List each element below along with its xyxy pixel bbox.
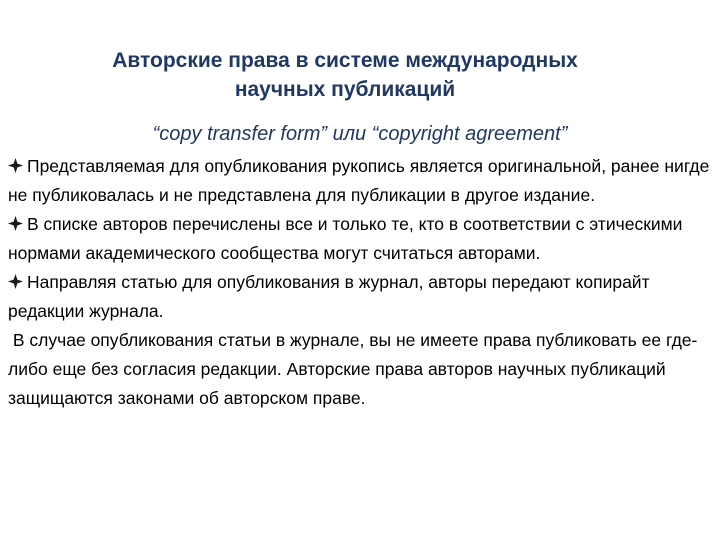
diamond-bullet-icon — [8, 216, 23, 231]
paragraph-2 — [8, 210, 714, 268]
paragraph-1 — [8, 152, 714, 210]
slide-title — [0, 46, 690, 104]
paragraph-4-text: В случае опубликования статьи в журнале, вы не имеете права публиковать ее где-либо еще без согласия редакции. Авторские права авторов научных публикаций защищаются законами об авторском праве. — [8, 330, 698, 408]
slide-title-line-1: Авторские права в системе международных — [112, 49, 578, 72]
paragraph-1-text: Представляемая для опубликования рукопись является оригинальной, ранее нигде не публиковалась и не представлена для публикации в другое издание. — [8, 156, 710, 205]
paragraph-4 — [8, 326, 714, 413]
paragraph-2-text: В списке авторов перечислены все и только те, кто в соответствии с этическими нормами академического сообщества могут считаться авторами. — [8, 214, 683, 263]
paragraph-3 — [8, 268, 714, 326]
diamond-bullet-icon — [8, 158, 23, 173]
slide-subtitle: “copy transfer form” или “copyright agreement” — [152, 123, 568, 145]
paragraph-3-text: Направляя статью для опубликования в журнал, авторы передают копирайт редакции журнала. — [8, 272, 650, 321]
slide-title-line-2: научных публикаций — [234, 78, 456, 101]
diamond-bullet-icon — [8, 274, 23, 289]
slide-body — [8, 152, 714, 413]
